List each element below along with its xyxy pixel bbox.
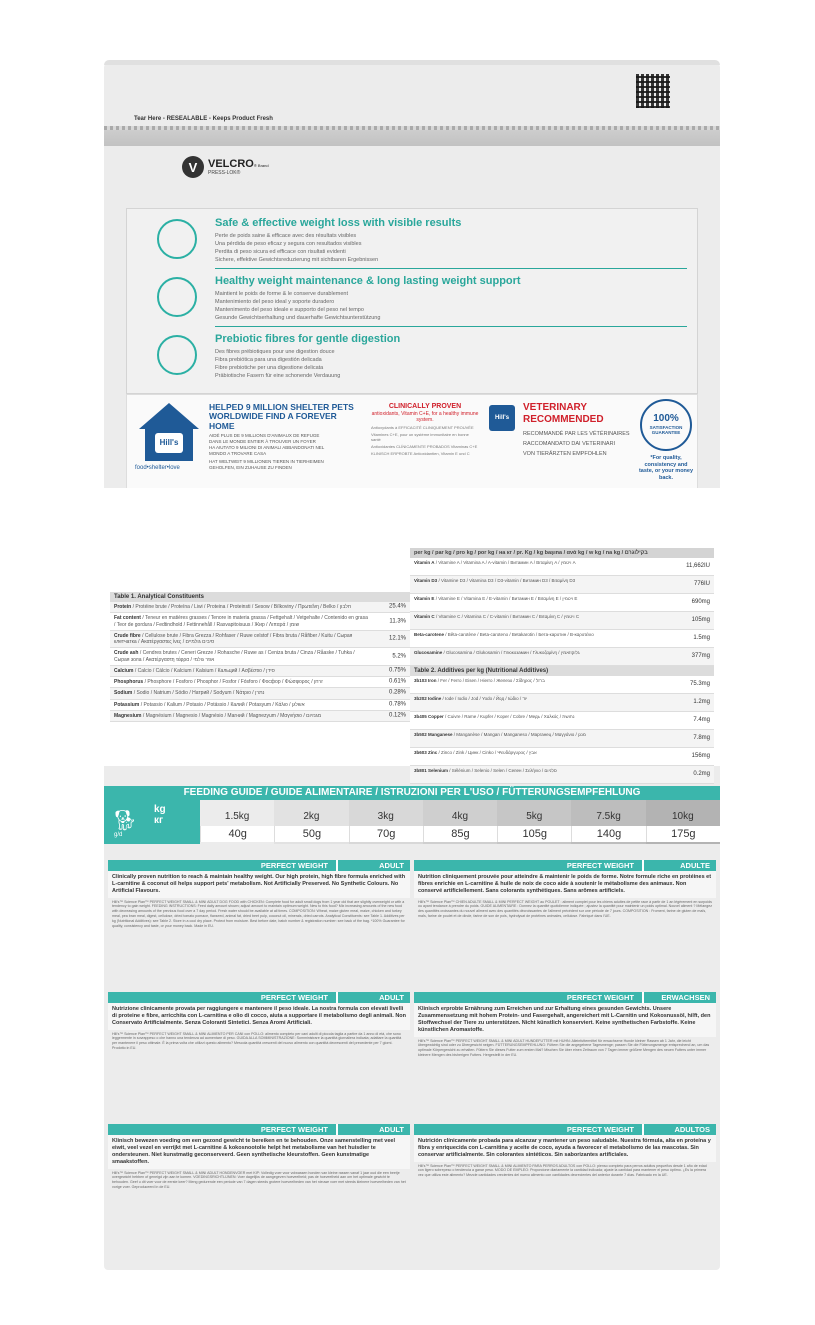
benefit-line: Mantenimento del peso ideale e supporto del peso nel tempo	[215, 307, 364, 313]
feeding-column: 5kg 105g	[497, 800, 571, 844]
trust-badges	[126, 394, 698, 494]
analytical-constituents-table	[110, 592, 410, 722]
velcro-sup: ® Brand	[253, 162, 269, 168]
lang-intro: Klinisch bewezen voeding om een gezond gewicht te bereiken en te behouden. Onze samenstelling met veel eiwit, veel vezel en verrijkt met L-carnitine & kokosnootolie helpt het metabolisme van het huisdier te ondersteunen. Niet kunstmatig geconserveerd. Geen synthetische kleurstoffen. Geen kunstmatige smaakstoffen.	[108, 1135, 410, 1169]
benefit-line: Maintient le poids de forme & le conserve durablement	[215, 291, 348, 297]
vitamin-rows	[410, 558, 714, 666]
benefit-line: Perte de poids saine & efficace avec des résultats visibles	[215, 233, 357, 239]
benefit-title: Prebiotic fibres for gentle digestion	[215, 333, 401, 345]
table-row: 3b405 Copper / Cuivre / Rame / Kupfer / Koper / Cobre / Медь / Χαλκός / נחושת 7.4mg	[410, 712, 714, 730]
table-row: 3b603 Zinc / Zinco / Zink / Цинк / Cinko / Ψευδάργυρος / אבץ 156mg	[410, 748, 714, 766]
benefit-line: Sichere, effektive Gewichtsreduzierung mit sichtbaren Ergebnissen	[215, 257, 379, 263]
benefit-weight-maintenance	[147, 271, 687, 327]
benefit-line: Gesunde Gewichtserhaltung und dauerhafte Gewichtsunterstützung	[215, 315, 381, 321]
table-row: Vitamin E / Vitamine E / Vitamina E / E-vitamin / Витамин E / Βιταμίνη E / ויטמין E 690mg	[410, 594, 714, 612]
guarantee-text: *For quality, consistency and taste, or your money back.	[638, 455, 694, 481]
adult-label: ERWACHSEN	[642, 992, 716, 1003]
lang-section-es	[414, 1124, 716, 1180]
guarantee-seal-icon	[640, 399, 692, 451]
lang-intro: Nutrición clínicamente probada para alcanzar y mantener un peso saludable. Nuestra fórmula, alta en proteína y fibra y enriquecida con L-carnitina y aceite de coco, ayuda a favorecer el metabolismo de las mascotas. Sin conservar artificialmente. Sin colorantes sintéticos. Sin saborizantes artificiales.	[414, 1135, 716, 1162]
clinical-line: Antioxydants à EFFICACITÉ CLINIQUEMENT PROUVÉE	[371, 424, 474, 430]
table-row: Fat content / Teneur en matières grasses / Tenore in materia grassa / Fettgehalt / Vetgehalte / Contenido en grasa / Teor de gordura / Fedtindhold / Fettinnehåll / Rasvapitoisuus / Жир / Λιπαρά / שומן 11.3%	[110, 613, 410, 631]
adult-label: ADULT	[336, 1124, 410, 1135]
shelter-line: HAT WELTWEIT 9 MILLIONEN TIEREN IN TIERHEIMEN	[209, 459, 324, 464]
hills-logo: Hill's	[489, 405, 515, 431]
food-shelter-love-logo	[133, 403, 205, 473]
food-shelter-love-text: food•shelter•love	[135, 465, 180, 471]
table-row: Protein / Protéine brute / Proteína / Liwi / Proteina / Proteinsti / Sesow / Bílkoviny / Πρωτεΐνη / Belko / חלבון 25.4%	[110, 602, 410, 613]
shelter-title: HELPED 9 MILLION SHELTER PETS WORLDWIDE FIND A FOREVER HOME	[209, 402, 354, 431]
table-row: Vitamin C / Vitamine C / Vitamina C / C-vitamin / Витамин C / Βιταμίνη C / ויטמין C 105mg	[410, 612, 714, 630]
additives-title: Table 2. Additives per kg (Nutritional Additives)	[410, 666, 714, 676]
lang-section-en	[108, 860, 410, 931]
velcro-press-lok: PRESS-LOK®	[208, 169, 241, 176]
clinically-proven-badge	[371, 403, 479, 457]
feeding-guide-title: FEEDING GUIDE / GUIDE ALIMENTAIRE / ISTRUZIONI PER L'USO / FÜTTERUNGSEMPFEHLUNG	[104, 786, 720, 800]
per-kg-header: per kg / par kg / pro kg / por kg / на кг / pr. Kg / kg başına / ανά kg / w kg / na kg / בקילוגרם	[410, 548, 714, 558]
shelter-line: HA AIUTATO 9 MILIONI DI ANIMALI ABBANDONATI NEL	[209, 445, 325, 450]
table-row: Potassium / Potassio / Kalium / Potasio / Potássio / Калий / Potasyum / Κάλιο / אשלגן 0.78%	[110, 700, 410, 711]
feeding-column: 10kg 175g	[646, 800, 720, 844]
table-row: 3b202 Iodine / Iode / Iodio / Jod / Yodo / Йод / Ιώδιο / יוד 1.2mg	[410, 694, 714, 712]
lang-section-it	[108, 992, 410, 1053]
benefit-title: Healthy weight maintenance & long lasting weight support	[215, 275, 521, 287]
feeding-column: 7.5kg 140g	[571, 800, 645, 844]
shelter-line: GEHOLFEN, EIN ZUHAUSE ZU FINDEN	[209, 465, 292, 470]
resealable-zipper	[104, 126, 720, 146]
velcro-brand: VELCRO	[208, 157, 254, 170]
clinical-line: Vitamines C+E, pour un système immunitaire en bonne santé	[371, 431, 469, 443]
lang-intro: Klinisch erprobte Ernährung zum Erreichen und zur Erhaltung eines gesunden Gewichts. Unsere Zusammensetzung mit hohem Protein- und Fasergehalt, angereichert mit L-Carnitin und Kokosnussöl, hilft, den Stoffwechsel der Tiere zu unterstützen. Nicht künstlich konserviert. Keine synthetischen Farbstoffe. Keine künstlichen Aromastoffe.	[414, 1003, 716, 1037]
lang-body: Hill's™ Science Plan™ PERFECT WEIGHT SMALL & MINI ALIMENTO PARA PERROS ADULTOS con POLLO: pienso completo para perros adultos pequeños desde 1 año de edad con ligero sobrepeso o tendencia a ganar peso. MODO DE EMPLEO: Proporcione diariamente la cantidad indicada; ajuste la cantidad para mantener el peso óptimo. ¿Es la primera vez que utiliza este alimento? Mezcle cantidades crecientes del nuevo alimento con cantidades decrecientes del anterior durante 7 días. Fabricado en la UE.	[418, 1163, 707, 1178]
table-row: Magnesium / Magnésium / Magnesio / Magnésio / Магний / Magnezyum / Μαγνήσιο / מגנזיום 0.12%	[110, 711, 410, 722]
dog-silhouette-icon	[157, 277, 197, 317]
table-row: Crude ash / Cendres brutes / Ceneri Grezze / Rohasche / Ruwe as / Ceniza bruta / Cinza / Råaske / Tuhka / Сырая зола / Ακατέργαστη τέφρα / אפר גולמי 5.2%	[110, 648, 410, 666]
perfect-weight-label: PERFECT WEIGHT	[108, 1124, 336, 1135]
perfect-weight-label: PERFECT WEIGHT	[414, 860, 642, 871]
divider	[215, 326, 687, 327]
lang-body: Hill's™ Science Plan™ PERFECT WEIGHT SMALL & MINI ALIMENTO PER CANI con POLLO: alimento completo per cani adulti di piccola taglia a partire da 1 anno di età, che sono leggermente in sovrappeso o che hanno una tendenza ad aumentare di peso. GUIDA ALLA SOMMINISTRAZIONE: Somministrare la quantità giornaliera indicata; adattare la quantità per mantenere il peso ottimale. È la prima volta che utilizzi questo alimento? Mescola quantità crescenti del nuovo alimento con quantità decrescenti del precedente per 7 giorni. Prodotto in EU.	[112, 1031, 402, 1051]
lang-body: Hill's™ Science Plan™ PERFECT WEIGHT SMALL & MINI ADULT HUNDEFUTTER mit HUHN: Alleinfuttermittel für erwachsene Hunde kleiner Rassen ab 1 Jahr, die leicht übergewichtig sind oder zu Übergewicht neigen. FÜTTERUNGSEMPFEHLUNG: Füttern Sie die angegebene Tagesmenge; passen Sie die Fütterungsmenge entsprechend an, um das optimale Körpergewicht zu erhalten. Füttern Sie dieses Futter zum ersten Mal? Mischen Sie über einen Zeitraum von 7 Tagen immer größere Mengen des neuen Futters unter immer kleinere Mengen des bisherigen Futters. Hergestellt in der EU.	[418, 1038, 710, 1058]
satisfaction-guarantee-badge	[637, 399, 695, 481]
hills-logo: Hill's	[155, 433, 183, 453]
feeding-column: 1.5kg 40g	[200, 800, 274, 844]
benefit-line: Mantenimiento del peso ideal y soporte duradero	[215, 299, 335, 305]
table-title: Table 1. Analytical Constituents	[110, 592, 410, 602]
clinical-line: KLINISCH ERPROBTE Antioxidantien, Vitamin E und C	[371, 451, 470, 457]
adult-label: ADULT	[336, 860, 410, 871]
table-row: Vitamin D3 / Vitamine D3 / Vitamina D3 / D3-vitamin / Витамин D3 / Βιταμίνη D3 776IU	[410, 576, 714, 594]
shelter-line: AIDÉ PLUS DE 9 MILLIONS D'ANIMAUX DE REFUGE	[209, 433, 320, 438]
feeding-table	[104, 800, 720, 844]
divider	[215, 268, 687, 269]
adult-label: ADULT	[336, 992, 410, 1003]
shelter-line: DANS LE MONDE ENTIER À TROUVER UN FOYER	[209, 439, 316, 444]
benefit-line: Des fibres prébiotiques pour une digestion douce	[215, 349, 335, 355]
clinical-line: Antioxidantes CLÍNICAMENTE PROBADOS Vitaminas C+E	[371, 444, 478, 450]
benefit-line: Präbiotische Fasern für eine schonende Verdauung	[215, 373, 341, 379]
lang-section-de	[414, 992, 716, 1060]
lang-intro: Clinically proven nutrition to reach & maintain healthy weight. Our high protein, high fibre formula enriched with L-carnitine & coconut oil helps support pets' metabolism. Not Artificially Preserved. No Synthetic Colours. No Artificial Flavours.	[108, 871, 410, 898]
feeding-column: 2kg 50g	[274, 800, 348, 844]
benefit-title: Safe & effective weight loss with visible results	[215, 217, 462, 229]
lang-body: Hill's™ Science Plan™ PERFECT WEIGHT SMALL & MINI ADULT DOG FOOD with CHICKEN: Complete food for adult small dogs from 1 year old that are slightly overweight or with a tendency to gain weight. FEEDING INSTRUCTIONS: Feed daily amount shown; adjust amount to maintain optimum weight. New to this food? Mix increasing amounts of the new food with decreasing amounts of the previous food over a 7 day period. Fresh water should be available at all times. COMPOSITION: Wheat, maize gluten meal, maize, chicken and turkey meal, pea bran meal, digest, cellulose, dried tomato pomace, flaxseed, animal fat, dried beet pulp, coconut oil, minerals, dried carrots. Analytical Constituents: see Table 1. Additives per kg (Nutritional Additives): see Table 2. Store in a cool dry place. Protect from moisture. Best before date, batch number & registration number: see back of the bag. *100% Guarantee for quality, consistency and taste, or your money back. Made in EU.	[112, 899, 405, 928]
vet-title-1: VETERINARY	[523, 402, 588, 413]
vitamins-additives-table	[410, 548, 714, 784]
benefit-weight-loss	[147, 213, 687, 269]
perfect-weight-label: PERFECT WEIGHT	[414, 1124, 642, 1135]
adult-label: ADULTOS	[642, 1124, 716, 1135]
lang-section-nl	[108, 1124, 410, 1192]
dog-icon: 🐕︎	[112, 810, 138, 832]
table-row: Beta-carotene / Bêta-carotène / Beta-caroteno / Betakarotin / Бета-каротин / Β-καροτένιο 1.5mg	[410, 630, 714, 648]
guarantee-label: SATISFACTION GUARANTEE	[649, 425, 683, 435]
lang-intro: Nutrition cliniquement prouvée pour atteindre & maintenir le poids de forme. Notre formule riche en protéines et fibres enrichie en L-carnitine & huile de noix de coco aide à soutenir le métabolisme des animaux. Non conservé artificiellement. Sans colorants synthétiques. Sans arômes artificiels.	[414, 871, 716, 898]
velcro-v-icon: V	[182, 156, 204, 178]
shelter-line: MONDO A TROVARE CASA	[209, 451, 267, 456]
table-row: Glucosamine / Glucosamina / Glukosamin / Глюкозамин / Γλυκοζαμίνη / גלוקוזאמין 377mg	[410, 648, 714, 666]
table-row: Calcium / Calcio / Cálcio / Kalcium / Kalsium / Кальций / Ασβέστιο / סידן 0.75%	[110, 666, 410, 677]
kg-label: kg кг	[154, 804, 166, 826]
velcro-logo	[182, 156, 269, 178]
vet-line: RECOMMANDÉ PAR LES VÉTÉRINAIRES	[523, 431, 630, 437]
feeding-guide	[104, 786, 720, 844]
feeding-column: 4kg 85g	[423, 800, 497, 844]
benefit-line: Una pérdida de peso eficaz y segura con resultados visibles	[215, 241, 362, 247]
table-row: Sodium / Sodio / Natrium / Sódio / Натрий / Sodyum / Νάτριο / נתרן 0.28%	[110, 688, 410, 699]
tear-here-label: Tear Here - RESEALABLE - Keeps Product Fresh	[134, 116, 273, 122]
perfect-weight-label: PERFECT WEIGHT	[108, 860, 336, 871]
table-row: Crude fibre / Cellulose brute / Fibra Grezza / Rohfaser / Ruwe celstof / Fibra bruta / Råfiber / Kuitu / Сырая клетчатка / Ακατέργαστες ίνες / סיבים גולמיים 12.1%	[110, 631, 410, 649]
table-row: Vitamin A / Vitamine A / Vitamina A / A-vitamin / Витамин A / Βιταμίνη A / ויטמין A 11,662IU	[410, 558, 714, 576]
clinical-title: CLINICALLY PROVEN	[388, 403, 462, 410]
lang-intro: Nutrizione clinicamente provata per raggiungere e mantenere il peso ideale. La nostra formula con elevati livelli di proteine e fibre, arricchita con L-carnitina e olio di cocco, aiuta a supportare il metabolismo degli animali. Non Conservato Artificialmente. Senza Coloranti Sintetici. Senza Aromi Artificiali.	[108, 1003, 410, 1030]
grams-per-day-label: g/d	[114, 832, 123, 838]
perfect-weight-label: PERFECT WEIGHT	[414, 992, 642, 1003]
feeding-columns	[200, 800, 720, 844]
product-bag-back	[104, 60, 720, 1270]
benefit-line: Perdita di peso sicura ed efficace con risultati evidenti	[215, 249, 346, 255]
stomach-icon	[157, 335, 197, 375]
lang-body: Hill's™ Science Plan™ CHIEN ADULTE SMALL & MINI PERFECT WEIGHT au POULET : aliment complet pour les chiens adultes de petite race à partir de 1 an légèrement en surpoids ou ayant tendance à prendre du poids. GUIDE ALIMENTAIRE : Donnez la quantité quotidienne indiquée ; ajustez la quantité pour maintenir un poids optimal. Nouvel aliment ? Mélangez des quantités croissantes du nouvel aliment avec des quantités décroissantes de l'aliment précédent sur une période de 7 jours. COMPOSITION : Froment, farine de gluten de maïs, maïs, farine de poulet et de dinde, farine de son de pois, hydrolysat de protéines animales, cellulose. Fabriqué dans l'UE.	[418, 899, 712, 919]
benefit-line: Fibre prebiotiche per una digestione delicata	[215, 365, 324, 371]
feeding-table-header	[104, 800, 200, 844]
table-row: 3b801 Selenium / Sélénium / Selenio / Selen / Селен / Σελήνιο / סלניום 0.2mg	[410, 766, 714, 784]
adult-label: ADULTE	[642, 860, 716, 871]
lang-section-fr	[414, 860, 716, 921]
additive-rows	[410, 676, 714, 784]
vet-title-2: RECOMMENDED	[523, 414, 604, 425]
benefits-panel	[126, 208, 698, 394]
table-row: Phosphorus / Phosphore / Fosforo / Phosphor / Fosfor / Fósforo / Фосфор / Φώσφορος / זרחן 0.61%	[110, 677, 410, 688]
benefit-line: Fibra prebiótica para una digestión delicada	[215, 357, 322, 363]
scale-icon	[157, 219, 197, 259]
vet-line: RACCOMANDATO DAI VETERINARI	[523, 441, 616, 447]
table-row: 3b103 Iron / Fer / Ferro / Eisen / Hierro / Железо / Σίδηρος / ברזל 75.3mg	[410, 676, 714, 694]
feeding-column: 3kg 70g	[349, 800, 423, 844]
nutrition-tables	[104, 488, 720, 777]
clinical-subtitle: antioxidants, Vitamin C+E, for a healthy immune system.	[371, 410, 479, 423]
benefit-prebiotic	[147, 329, 687, 385]
table-row: 3b502 Manganese / Manganèse / Mangan / Manganeso / Марганец / Μαγγάνιο / מנגן 7.8mg	[410, 730, 714, 748]
table-rows	[110, 602, 410, 722]
house-roof-icon	[139, 403, 199, 429]
perfect-weight-label: PERFECT WEIGHT	[108, 992, 336, 1003]
lang-body: Hill's™ Science Plan™ PERFECT WEIGHT SMALL & MINI ADULT HONDENVOER met KIP: Volledig voer voor volwassen honden van kleine rassen vanaf 1 jaar oud die een beetje overgewicht hebben of geneigd zijn aan te komen. VOEDINGSRICHTLIJNEN: Voer dagelijks de aangegeven hoeveelheid; pas de hoeveelheid aan om het optimale gewicht te behouden. Geef u dit voer voor de eerste keer? Meng gedurende een periode van 7 dagen steeds grotere hoeveelheden van het nieuwe voer met steeds kleinere hoeveelheden van het vorige voer. Geproduceerd in de EU.	[112, 1170, 406, 1190]
guarantee-percent: 100%	[653, 413, 679, 424]
barcode-icon	[636, 74, 670, 108]
vet-line: VON TIERÄRZTEN EMPFOHLEN	[523, 451, 607, 457]
